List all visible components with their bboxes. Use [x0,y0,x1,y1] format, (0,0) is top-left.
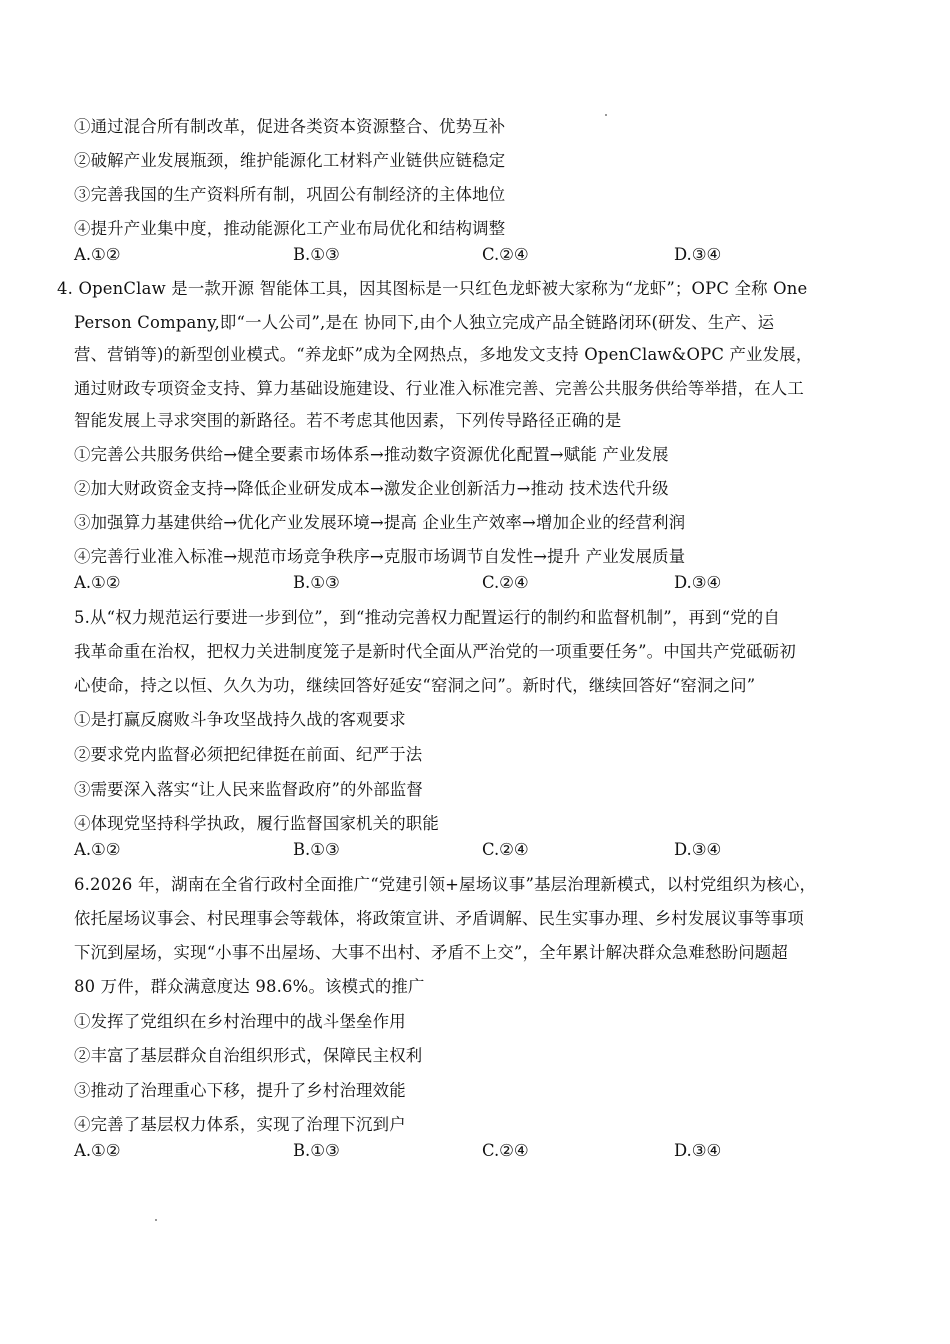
option-a: A.①② [74,245,121,264]
statement-1: ①完善公共服务供给→健全要素市场体系→推动数字资源优化配置→赋能 产业发展 [74,445,669,464]
statement-4: ④完善行业准入标准→规范市场竞争秩序→克服市场调节自发性→提升 产业发展质量 [74,547,686,566]
question-stem-line: 80 万件，群众满意度达 98.6%。该模式的推广 [74,977,425,996]
question-stem-line: 通过财政专项资金支持、算力基础设施建设、行业准入标准完善、完善公共服务供给等举措，在人工 [74,379,804,398]
statement-3: ③推动了治理重心下移，提升了乡村治理效能 [74,1081,406,1100]
statement-1: ①是打赢反腐败斗争攻坚战持久战的客观要求 [74,710,406,729]
statement-2: ②破解产业发展瓶颈，维护能源化工材料产业链供应链稳定 [74,151,506,170]
statement-2: ②加大财政资金支持→降低企业研发成本→激发企业创新活力→推动 技术迭代升级 [74,479,669,498]
statement-3: ③需要深入落实“让人民来监督政府”的外部监督 [74,780,423,799]
option-c: C.②④ [482,573,529,592]
question-stem-line: 心使命，持之以恒、久久为功，继续回答好延安“窑洞之问”。新时代，继续回答好“窑洞之问” [74,676,756,695]
option-a: A.①② [74,573,121,592]
option-b: B.①③ [293,840,340,859]
question-stem-line: Person Company,即“一人公司”,是在 协同下,由个人独立完成产品全链路闭环(研发、生产、运 [74,313,775,332]
option-b: B.①③ [293,245,340,264]
option-d: D.③④ [674,1141,722,1160]
statement-3: ③加强算力基建供给→优化产业发展环境→提高 企业生产效率→增加企业的经营利润 [74,513,686,532]
option-b: B.①③ [293,573,340,592]
option-c: C.②④ [482,245,529,264]
statement-2: ②丰富了基层群众自治组织形式，保障民主权利 [74,1046,423,1065]
statement-4: ④提升产业集中度，推动能源化工产业布局优化和结构调整 [74,219,506,238]
statement-4: ④体现党坚持科学执政，履行监督国家机关的职能 [74,814,439,833]
option-c: C.②④ [482,840,529,859]
statement-1: ①发挥了党组织在乡村治理中的战斗堡垒作用 [74,1012,406,1031]
scan-speck [605,114,607,116]
statement-2: ②要求党内监督必须把纪律挺在前面、纪严于法 [74,745,423,764]
option-a: A.①② [74,840,121,859]
question-stem-line: 4. OpenClaw 是一款开源 智能体工具，因其图标是一只红色龙虾被大家称为“龙虾”；OPC 全称 One [57,279,808,298]
option-d: D.③④ [674,840,722,859]
scan-speck [155,1219,157,1221]
option-a: A.①② [74,1141,121,1160]
question-stem-line: 我革命重在治权，把权力关进制度笼子是新时代全面从严治党的一项重要任务”。中国共产党砥砺初 [74,642,796,661]
statement-3: ③完善我国的生产资料所有制，巩固公有制经济的主体地位 [74,185,506,204]
option-c: C.②④ [482,1141,529,1160]
statement-1: ①通过混合所有制改革，促进各类资本资源整合、优势互补 [74,117,506,136]
question-stem-line: 6.2026 年，湖南在全省行政村全面推广“党建引领+屋场议事”基层治理新模式，以村党组织为核心， [74,875,817,894]
question-stem-line: 营、营销等)的新型创业模式。“养龙虾”成为全网热点，多地发文支持 OpenClaw&OPC 产业发展， [74,345,813,364]
question-stem-line: 智能发展上寻求突围的新路径。若不考虑其他因素，下列传导路径正确的是 [74,411,622,430]
option-d: D.③④ [674,245,722,264]
option-b: B.①③ [293,1141,340,1160]
statement-4: ④完善了基层权力体系，实现了治理下沉到户 [74,1115,406,1134]
question-stem-line: 依托屋场议事会、村民理事会等载体，将政策宣讲、矛盾调解、民生实事办理、乡村发展议事等事项 [74,909,804,928]
option-d: D.③④ [674,573,722,592]
question-stem-line: 下沉到屋场，实现“小事不出屋场、大事不出村、矛盾不上交”，全年累计解决群众急难愁盼问题超 [74,943,788,962]
question-stem-line: 5.从“权力规范运行要进一步到位”，到“推动完善权力配置运行的制约和监督机制”，再到“党的自 [74,608,780,627]
